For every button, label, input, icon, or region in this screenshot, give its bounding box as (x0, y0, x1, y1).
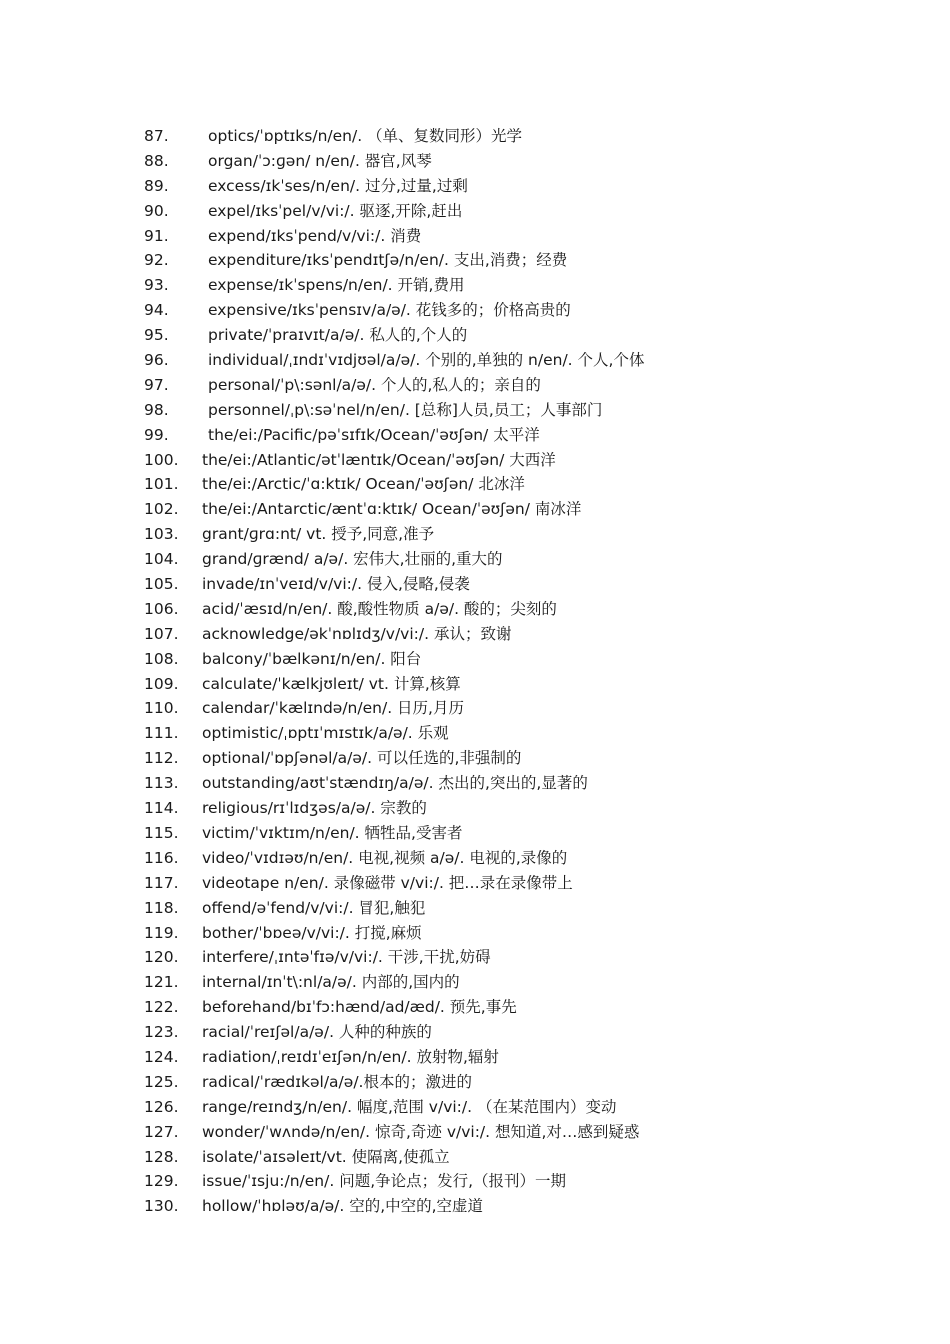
entry-number: 109. (144, 674, 179, 693)
entry-number: 127. (144, 1122, 179, 1141)
list-item (144, 1095, 904, 1120)
list-item (144, 721, 904, 746)
entry-number: 117. (144, 873, 179, 892)
entry-number: 97. (144, 375, 169, 394)
list-item (144, 273, 904, 298)
entry-number: 93. (144, 276, 169, 295)
entry-number: 118. (144, 898, 179, 917)
list-item (144, 248, 904, 273)
entry-text: racial/ˈreɪʃəl/a/ə/. 人种的种族的 (202, 1023, 432, 1042)
entry-text: the/ei:/Atlantic/ətˈlæntɪk/Ocean/ˈəʊʃən/ 大西洋 (202, 450, 556, 469)
entry-text: religious/rɪˈlɪdʒəs/a/ə/. 宗教的 (202, 799, 427, 818)
entry-number: 113. (144, 774, 179, 793)
list-item (144, 771, 904, 796)
list-item (144, 995, 904, 1020)
list-item (144, 1145, 904, 1170)
entry-text: individual/ˌɪndɪˈvɪdjʊəl/a/ə/. 个别的,单独的 n/en/. 个人,个体 (208, 351, 645, 370)
list-item (144, 199, 904, 224)
entry-text: optics/ˈɒptɪks/n/en/. （单、复数同形）光学 (208, 127, 523, 145)
entry-text: optimistic/ˌɒptɪˈmɪstɪk/a/ə/. 乐观 (202, 724, 449, 743)
entry-text: calculate/ˈkælkjʊleɪt/ vt. 计算,核算 (202, 674, 461, 693)
entry-text: radiation/ˌreɪdɪˈeɪʃən/n/en/. 放射物,辐射 (202, 1047, 499, 1066)
entry-number: 98. (144, 400, 169, 419)
list-item (144, 448, 904, 473)
entry-number: 120. (144, 948, 179, 967)
entry-text: wonder/ˈwʌndə/n/en/. 惊奇,奇迹 v/vi:/. 想知道,对…感到疑惑 (202, 1122, 640, 1141)
entry-number: 103. (144, 525, 179, 544)
entry-text: outstanding/aʊtˈstændɪŋ/a/ə/. 杰出的,突出的,显著的 (202, 774, 588, 793)
list-item (144, 149, 904, 174)
list-item (144, 597, 904, 622)
list-item (144, 522, 904, 547)
list-item (144, 348, 904, 373)
entry-number: 95. (144, 326, 169, 345)
list-item (144, 896, 904, 921)
vocabulary-list (144, 124, 904, 1219)
list-item (144, 647, 904, 672)
list-item (144, 174, 904, 199)
entry-number: 87. (144, 127, 169, 145)
list-item (144, 547, 904, 572)
list-item (144, 921, 904, 946)
entry-number: 124. (144, 1047, 179, 1066)
entry-number: 110. (144, 699, 179, 718)
entry-text: radical/ˈrædɪkəl/a/ə/.根本的；激进的 (202, 1072, 472, 1091)
entry-number: 100. (144, 450, 179, 469)
list-item (144, 373, 904, 398)
entry-text: expensive/ɪksˈpensɪv/a/ə/. 花钱多的；价格高贵的 (208, 301, 571, 320)
entry-number: 108. (144, 649, 179, 668)
list-item (144, 497, 904, 522)
entry-number: 99. (144, 425, 169, 444)
entry-number: 94. (144, 301, 169, 320)
entry-text: range/reɪndʒ/n/en/. 幅度,范围 v/vi:/. （在某范围内）变动 (202, 1097, 617, 1116)
entry-number: 128. (144, 1147, 179, 1166)
entry-text: invade/ɪnˈveɪd/v/vi:/. 侵入,侵略,侵袭 (202, 575, 470, 594)
entry-text: acknowledge/əkˈnɒlɪdʒ/v/vi:/. 承认；致谢 (202, 624, 512, 643)
entry-text: grand/ɡrænd/ a/ə/. 宏伟大,壮丽的,重大的 (202, 550, 503, 569)
entry-text: personnel/ˌp\:səˈnel/n/en/. [总称]人员,员工；人事部门 (208, 400, 603, 419)
list-item (144, 323, 904, 348)
entry-number: 125. (144, 1072, 179, 1091)
entry-text: isolate/ˈaɪsəleɪt/vt. 使隔离,使孤立 (202, 1147, 450, 1166)
entry-text: expend/ɪksˈpend/v/vi:/. 消费 (208, 226, 422, 245)
entry-text: excess/ɪkˈses/n/en/. 过分,过量,过剩 (208, 176, 468, 195)
list-item (144, 1020, 904, 1045)
entry-text: optional/ˈɒpʃənəl/a/ə/. 可以任选的,非强制的 (202, 749, 522, 768)
entry-number: 112. (144, 749, 179, 768)
list-item (144, 696, 904, 721)
entry-text: interfere/ˌɪntəˈfɪə/v/vi:/. 干涉,干扰,妨碍 (202, 948, 491, 967)
entry-number: 96. (144, 351, 169, 370)
list-item (144, 472, 904, 497)
entry-text: balcony/ˈbælkənɪ/n/en/. 阳台 (202, 649, 422, 668)
entry-text: bother/ˈbɒeə/v/vi:/. 打搅,麻烦 (202, 923, 422, 942)
list-item (144, 398, 904, 423)
entry-text: hollow/ˈhɒləʊ/a/ə/. 空的,中空的,空虚道 (202, 1197, 484, 1216)
list-item (144, 821, 904, 846)
entry-text: organ/ˈɔ:ɡən/ n/en/. 器官,风琴 (208, 151, 432, 170)
entry-number: 104. (144, 550, 179, 569)
entry-number: 121. (144, 973, 179, 992)
list-item (144, 1120, 904, 1145)
list-item (144, 224, 904, 249)
entry-text: video/ˈvɪdɪəʊ/n/en/. 电视,视频 a/ə/. 电视的,录像的 (202, 848, 568, 867)
entry-number: 106. (144, 599, 179, 618)
entry-number: 92. (144, 251, 169, 270)
list-item (144, 1070, 904, 1095)
entry-number: 119. (144, 923, 179, 942)
list-item (144, 423, 904, 448)
entry-text: the/ei:/Antarctic/æntˈɑ:ktɪk/ Ocean/ˈəʊʃən/ 南冰洋 (202, 500, 582, 519)
entry-text: acid/ˈæsɪd/n/en/. 酸,酸性物质 a/ə/. 酸的；尖刻的 (202, 599, 557, 618)
entry-number: 90. (144, 201, 169, 220)
entry-text: calendar/ˈkælɪndə/n/en/. 日历,月历 (202, 699, 464, 718)
entry-number: 89. (144, 176, 169, 195)
entry-number: 116. (144, 848, 179, 867)
list-item (144, 746, 904, 771)
entry-text: expel/ɪksˈpel/v/vi:/. 驱逐,开除,赶出 (208, 201, 463, 220)
entry-text: expenditure/ɪksˈpendɪtʃə/n/en/. 支出,消费；经费 (208, 251, 568, 270)
entry-number: 88. (144, 151, 169, 170)
list-item (144, 970, 904, 995)
list-item (144, 572, 904, 597)
list-item (144, 846, 904, 871)
entry-text: offend/əˈfend/v/vi:/. 冒犯,触犯 (202, 898, 426, 917)
entry-text: the/ei:/Pacific/pəˈsɪfɪk/Ocean/ˈəʊʃən/ 太平洋 (208, 425, 540, 444)
entry-number: 130. (144, 1197, 179, 1216)
entry-number: 111. (144, 724, 179, 743)
list-item (144, 124, 904, 149)
entry-number: 122. (144, 998, 179, 1017)
entry-number: 129. (144, 1172, 179, 1191)
list-item (144, 672, 904, 697)
entry-text: grant/ɡrɑ:nt/ vt. 授予,同意,准予 (202, 525, 435, 544)
entry-number: 114. (144, 799, 179, 818)
entry-number: 91. (144, 226, 169, 245)
entry-text: internal/ɪnˈt\:nl/a/ə/. 内部的,国内的 (202, 973, 460, 992)
list-item (144, 298, 904, 323)
entry-number: 102. (144, 500, 179, 519)
list-item (144, 945, 904, 970)
entry-number: 126. (144, 1097, 179, 1116)
entry-number: 101. (144, 475, 179, 494)
entry-number: 105. (144, 575, 179, 594)
entry-number: 115. (144, 823, 179, 842)
entry-text: the/ei:/Arctic/ˈɑ:ktɪk/ Ocean/ˈəʊʃən/ 北冰洋 (202, 475, 525, 494)
list-item (144, 796, 904, 821)
entry-text: private/ˈpraɪvɪt/a/ə/. 私人的,个人的 (208, 326, 468, 345)
list-item (144, 871, 904, 896)
entry-text: victim/ˈvɪktɪm/n/en/. 牺牲品,受害者 (202, 823, 463, 842)
entry-text: personal/ˈp\:sənl/a/ə/. 个人的,私人的；亲自的 (208, 375, 541, 394)
entry-number: 107. (144, 624, 179, 643)
entry-text: expense/ɪkˈspens/n/en/. 开销,费用 (208, 276, 465, 295)
entry-number: 123. (144, 1023, 179, 1042)
entry-text: issue/ˈɪsju:/n/en/. 问题,争论点；发行,（报刊）一期 (202, 1172, 567, 1191)
list-item (144, 1045, 904, 1070)
list-item (144, 622, 904, 647)
entry-text: beforehand/bɪˈfɔ:hænd/ad/æd/. 预先,事先 (202, 998, 517, 1017)
list-item (144, 1169, 904, 1194)
entry-text: videotape n/en/. 录像磁带 v/vi:/. 把…录在录像带上 (202, 873, 573, 892)
list-item (144, 1194, 904, 1219)
